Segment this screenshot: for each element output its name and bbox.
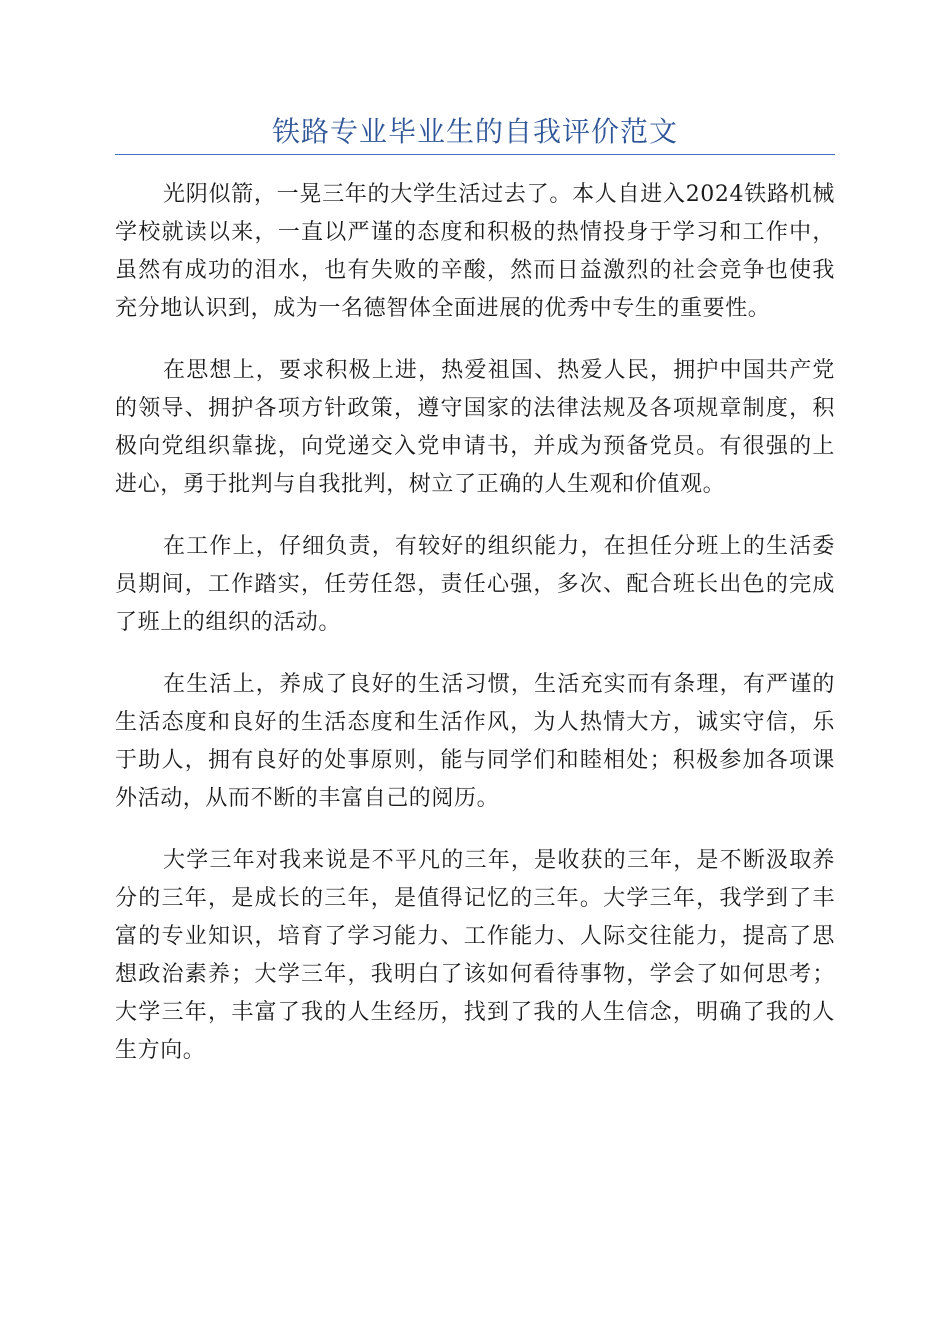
- paragraph-summary: 大学三年对我来说是不平凡的三年，是收获的三年，是不断汲取养分的三年，是成长的三年，是值得记忆的三年。大学三年，我学到了丰富的专业知识，培育了学习能力、工作能力、人际交往能力，提高了思想政治素养；大学三年，我明白了该如何看待事物，学会了如何思考；大学三年，丰富了我的人生经历，找到了我的人生信念，明确了我的人生方向。: [115, 848, 835, 1063]
- document-title: 铁路专业毕业生的自我评价范文: [271, 115, 678, 148]
- title-underline: [115, 154, 835, 155]
- paragraph-intro: 光阴似箭，一晃三年的大学生活过去了。本人自进入2024铁路机械学校就读以来，一直以严谨的态度和积极的热情投身于学习和工作中，虽然有成功的泪水，也有失败的辛酸，然而日益激烈的社会竞争也使我充分地认识到，成为一名德智体全面进展的优秀中专生的重要性。: [115, 182, 835, 321]
- paragraph-work: 在工作上，仔细负责，有较好的组织能力，在担任分班上的生活委员期间，工作踏实，任劳任怨，责任心强，多次、配合班长出色的完成了班上的组织的活动。: [115, 534, 835, 635]
- document-body: [115, 176, 835, 1094]
- paragraph-life: 在生活上，养成了良好的生活习惯，生活充实而有条理，有严谨的生活态度和良好的生活态度和生活作风，为人热情大方，诚实守信，乐于助人，拥有良好的处事原则，能与同学们和睦相处；积极参加各项课外活动，从而不断的丰富自己的阅历。: [115, 672, 835, 811]
- paragraph-ideology: 在思想上，要求积极上进，热爱祖国、热爱人民，拥护中国共产党的领导、拥护各项方针政策，遵守国家的法律法规及各项规章制度，积极向党组织靠拢，向党递交入党申请书，并成为预备党员。有很强的上进心，勇于批判与自我批判，树立了正确的人生观和价值观。: [115, 358, 835, 497]
